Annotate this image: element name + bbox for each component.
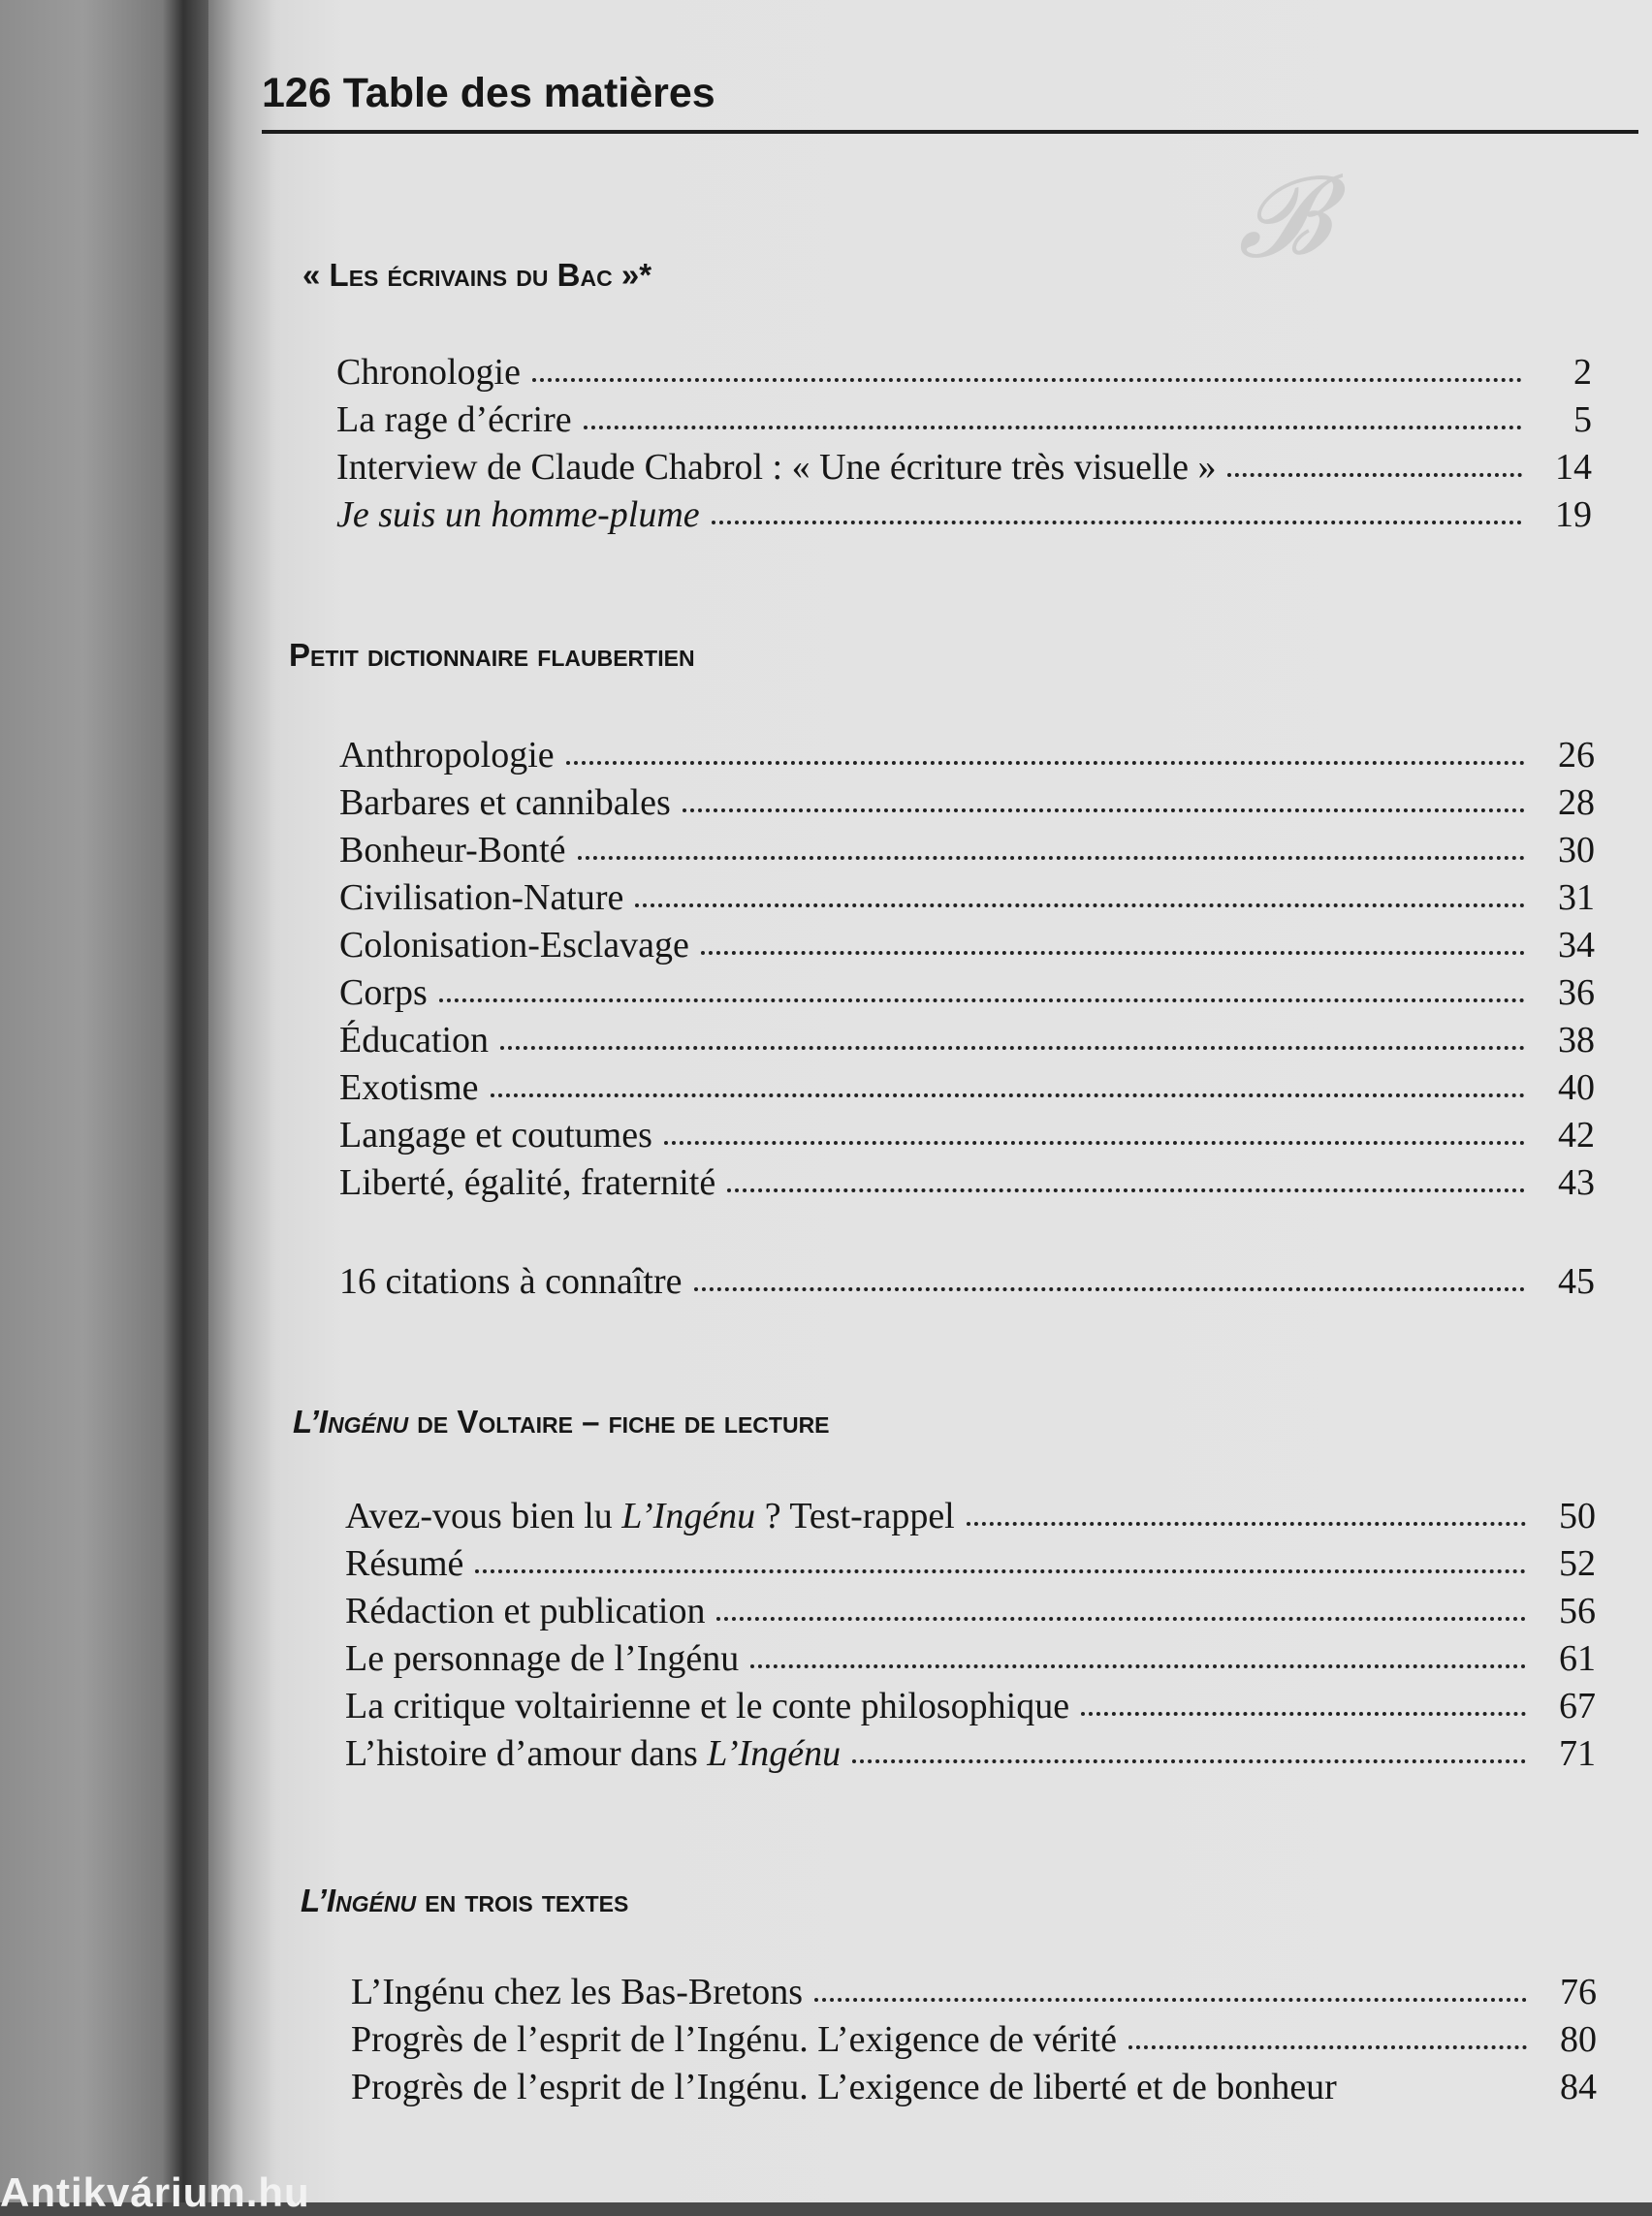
toc-entry[interactable] [339,829,1595,876]
toc-entry[interactable] [336,446,1592,493]
entry-page: 45 [1558,1261,1595,1302]
header-rule [262,130,1638,134]
page-number: 126 [262,70,332,116]
dot-leader [716,1592,1526,1621]
entry-page: 30 [1558,830,1595,871]
toc-entry[interactable] [345,1590,1596,1637]
entry-page: 61 [1559,1638,1596,1679]
entry-page: 76 [1560,1972,1597,2012]
toc-entry[interactable] [339,734,1595,781]
entry-page: 34 [1558,925,1595,966]
running-head [262,70,1638,117]
entry-label: La rage d’écrire [336,399,572,440]
entry-label: Corps [339,972,428,1013]
entry-page: 80 [1560,2019,1597,2060]
section-title-fiche-lecture: L’Ingénu de Voltaire – fiche de lecture [293,1404,830,1440]
entry-label: Bonheur-Bonté [339,830,566,871]
toc-entry[interactable] [339,1066,1595,1114]
entry-label: Civilisation-Nature [339,877,624,918]
entry-label: L’histoire d’amour dans L’Ingénu [345,1733,842,1774]
toc-entry[interactable] [336,351,1592,398]
entry-page: 19 [1555,494,1592,535]
toc-entry[interactable] [339,1114,1595,1161]
entry-page: 84 [1560,2067,1597,2107]
dot-leader [439,973,1525,1002]
entry-label: Résumé [345,1543,464,1584]
page-title: Table des matières [342,70,715,116]
entry-label: Anthropologie [339,735,555,776]
section-title-dictionnaire: Petit dictionnaire flaubertien [289,637,695,673]
toc-list-ecrivains [336,351,1592,541]
dot-leader [475,1544,1526,1573]
entry-page: 36 [1558,972,1595,1013]
entry-page: 5 [1573,399,1592,440]
entry-page: 14 [1555,447,1592,488]
entry-label: Colonisation-Esclavage [339,925,689,966]
entry-label: Exotisme [339,1067,479,1108]
toc-entry[interactable] [351,1971,1597,2018]
entry-page: 71 [1559,1733,1596,1774]
entry-label: Le personnage de l’Ingénu [345,1638,740,1679]
toc-entry[interactable] [351,2018,1597,2066]
dot-leader [727,1163,1525,1192]
entry-page: 28 [1558,782,1595,823]
toc-list-citations [339,1260,1595,1308]
entry-label: Éducation [339,1020,490,1061]
toc-entry[interactable] [339,781,1595,829]
dot-leader [1343,2072,1533,2097]
entry-label: Chronologie [336,352,521,393]
entry-page: 50 [1559,1496,1596,1536]
dot-leader [712,495,1522,524]
dot-leader [491,1068,1525,1097]
entry-page: 43 [1558,1162,1595,1203]
toc-entry[interactable] [339,1019,1595,1066]
toc-entry[interactable] [339,924,1595,971]
toc-entry[interactable] [345,1495,1596,1542]
entry-label: Rédaction et publication [345,1591,706,1631]
dot-leader [701,926,1525,955]
entry-page: 67 [1559,1686,1596,1726]
dot-leader [814,1973,1527,2002]
toc-list-dictionnaire [339,734,1595,1209]
watermark: Antikvárium.hu [0,2169,310,2215]
dot-leader [566,736,1525,765]
dot-leader [1227,448,1522,477]
toc-entry[interactable] [339,876,1595,924]
dot-leader [750,1639,1526,1668]
toc-entry[interactable] [339,971,1595,1019]
entry-page: 40 [1558,1067,1595,1108]
dot-leader [664,1116,1525,1145]
dot-leader [532,353,1522,382]
entry-label: Barbares et cannibales [339,782,671,823]
entry-page: 42 [1558,1115,1595,1155]
toc-entry[interactable] [339,1260,1595,1308]
entry-label: Interview de Claude Chabrol : « Une écriture très visuelle » [336,447,1217,488]
dot-leader [967,1497,1526,1526]
entry-page: 38 [1558,1020,1595,1061]
entry-page: 52 [1559,1543,1596,1584]
entry-label: Progrès de l’esprit de l’Ingénu. L’exigence de liberté et de bonheur [351,2067,1337,2107]
entry-label: La critique voltairienne et le conte philosophique [345,1686,1070,1726]
toc-entry[interactable] [339,1161,1595,1209]
toc-entry[interactable] [345,1732,1596,1780]
entry-page: 31 [1558,877,1595,918]
dot-leader [578,831,1525,860]
dot-leader [500,1021,1525,1050]
entry-page: 2 [1573,352,1592,393]
dot-leader [635,878,1525,907]
book-gutter-edge [0,0,208,2202]
dot-leader [694,1262,1526,1291]
entry-label: L’Ingénu chez les Bas-Bretons [351,1972,804,2012]
section-title-trois-textes: L’Ingénu en trois textes [301,1883,629,1918]
toc-list-trois-textes [351,1971,1597,2113]
toc-entry[interactable] [336,493,1592,541]
dot-leader [584,400,1522,429]
entry-page: 26 [1558,735,1595,776]
toc-entry[interactable] [336,398,1592,446]
dot-leader [683,783,1525,812]
toc-list-fiche-lecture [345,1495,1596,1780]
toc-entry[interactable] [351,2066,1597,2113]
dot-leader [1128,2020,1527,2049]
toc-entry[interactable] [345,1542,1596,1590]
entry-label: Progrès de l’esprit de l’Ingénu. L’exigence de vérité [351,2019,1117,2060]
entry-label: 16 citations à connaître [339,1261,683,1302]
entry-label: Liberté, égalité, fraternité [339,1162,716,1203]
section-title-ecrivains: « Les écrivains du Bac »* [302,257,652,293]
dot-leader [852,1734,1526,1763]
entry-label: Avez-vous bien lu L’Ingénu ? Test-rappel [345,1496,955,1536]
dot-leader [1081,1687,1526,1716]
entry-label: Langage et coutumes [339,1115,652,1155]
show-through-decoration: 𝓑 [1231,151,1335,283]
toc-entry[interactable] [345,1685,1596,1732]
entry-label: Je suis un homme-plume [336,494,700,535]
toc-entry[interactable] [345,1637,1596,1685]
entry-page: 56 [1559,1591,1596,1631]
